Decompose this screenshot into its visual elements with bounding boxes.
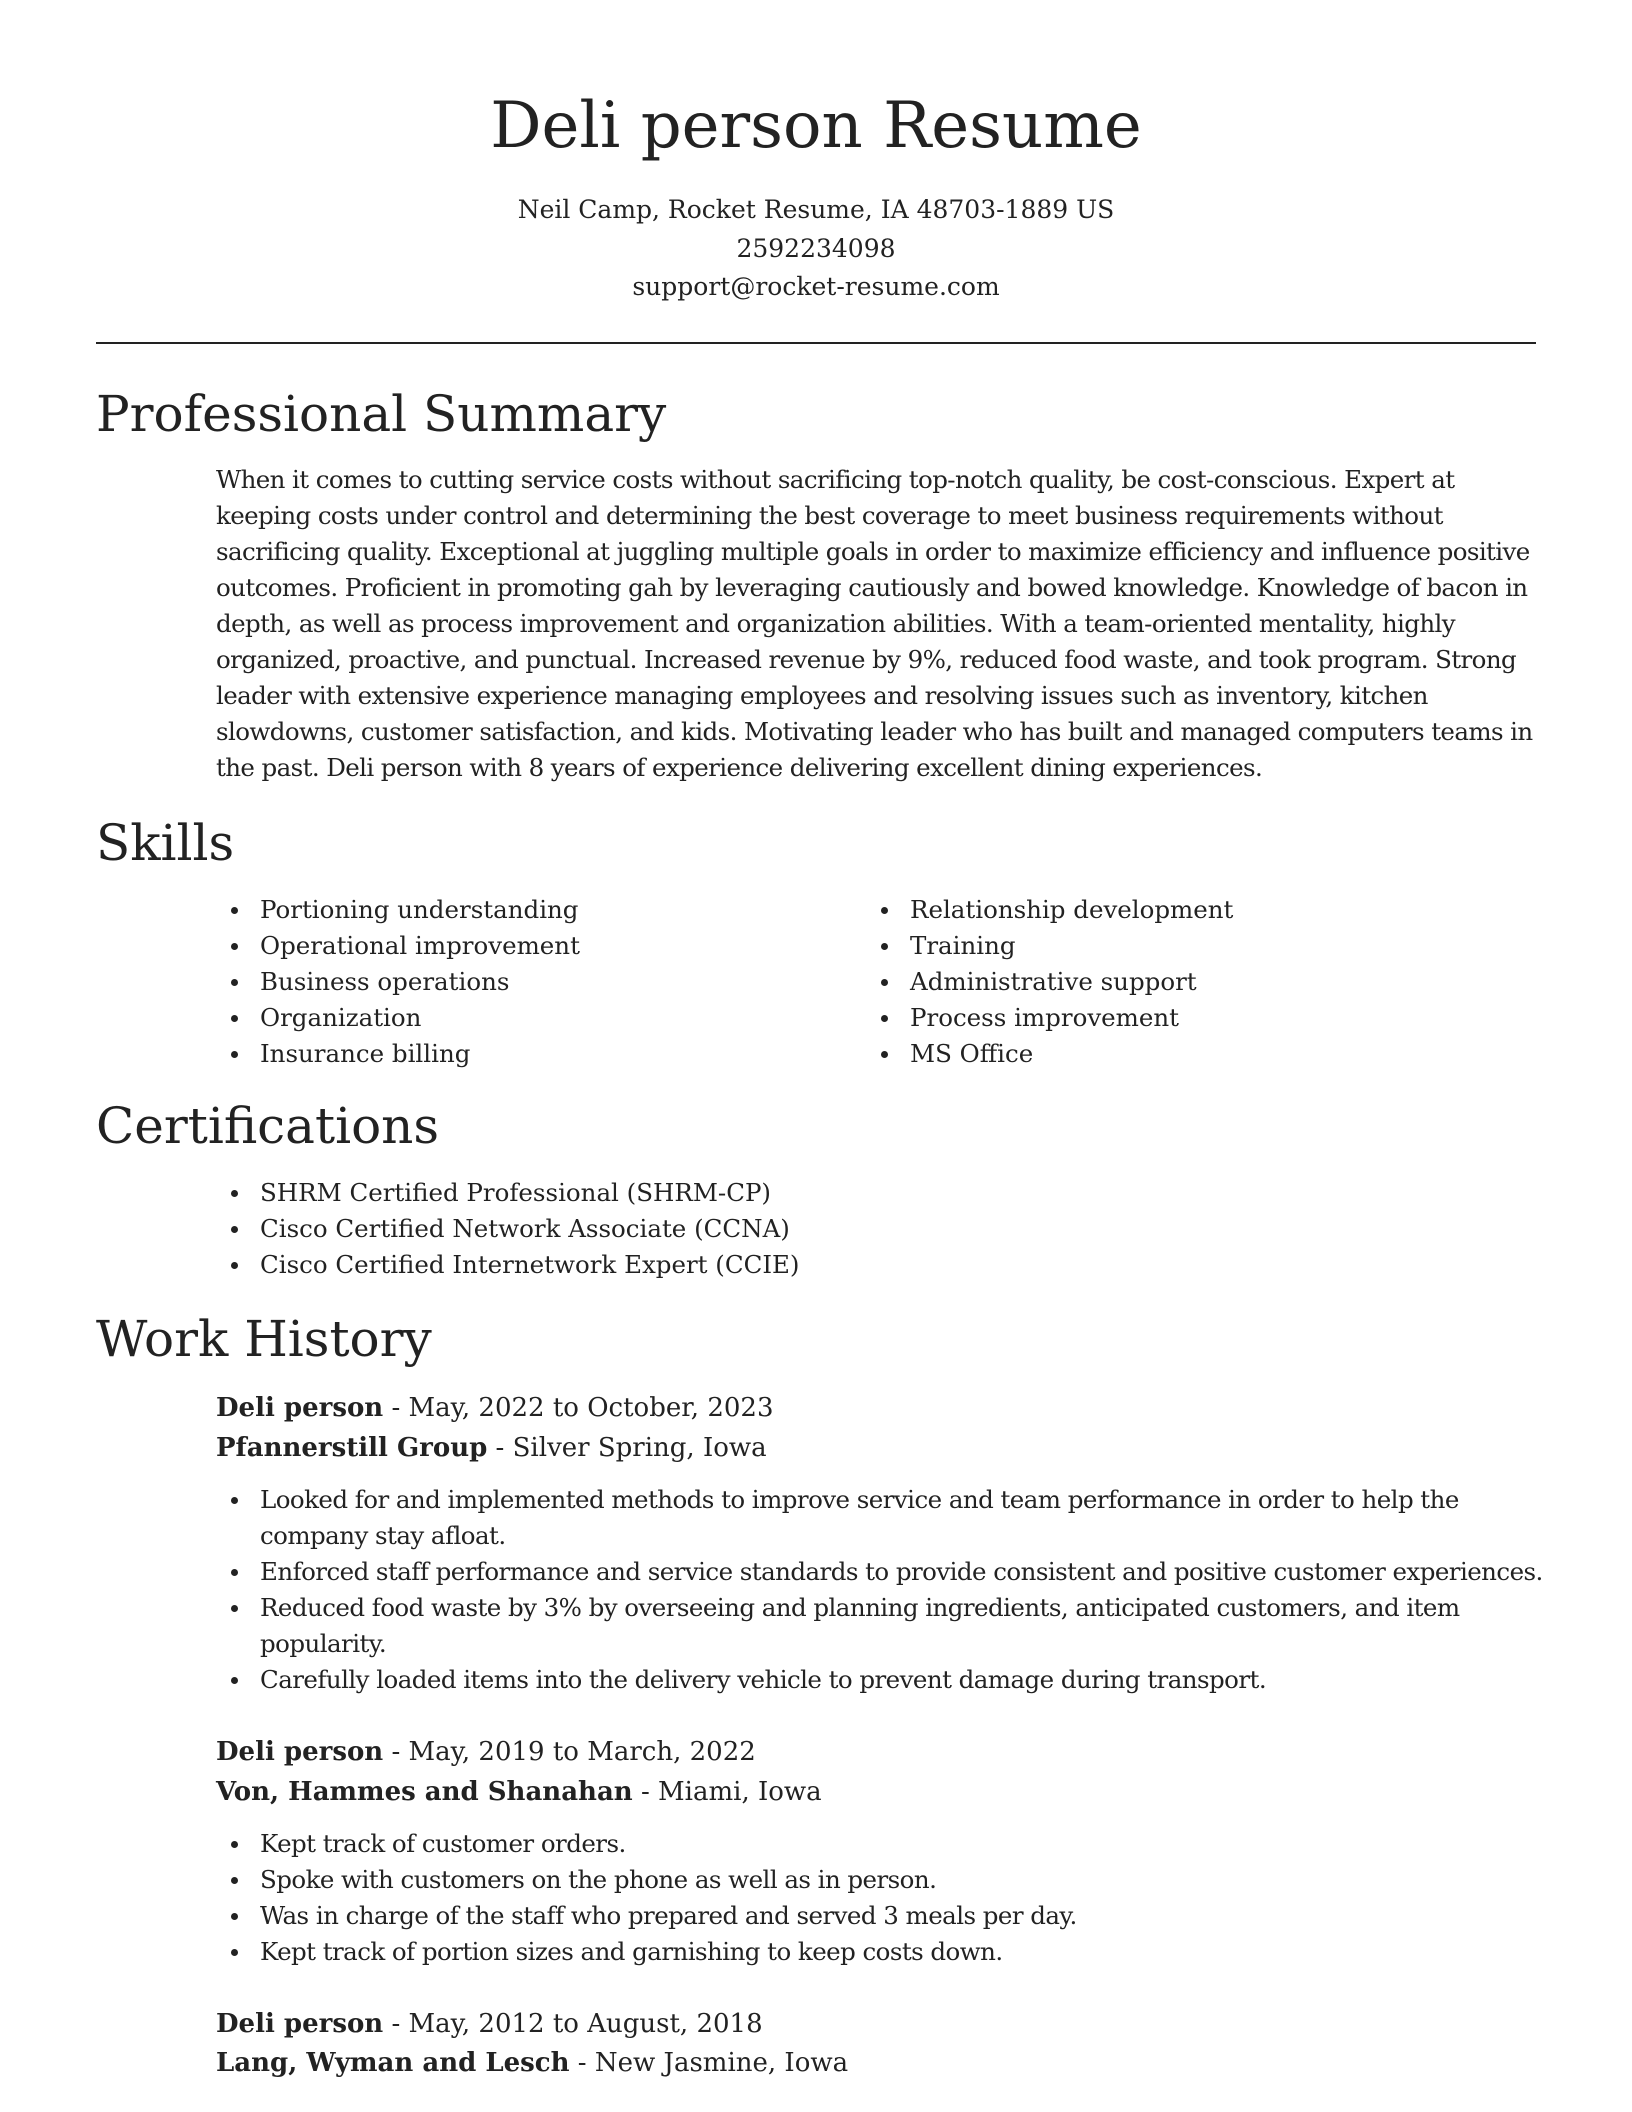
contact-address: Neil Camp, Rocket Resume, IA 48703-1889 US: [517, 195, 1115, 224]
duty-item: Kept track of portion sizes and garnishing to keep costs down.: [216, 1934, 1546, 1970]
job-company-line: Lang, Wyman and Lesch - New Jasmine, Iowa: [216, 2048, 849, 2078]
job-title: Deli person: [216, 1393, 384, 1423]
job-company: Pfannerstill Group: [216, 1433, 488, 1463]
job-dates: May, 2022 to October, 2023: [408, 1393, 774, 1423]
skill-item: MS Office: [866, 1036, 1466, 1072]
skill-item: Portioning understanding: [216, 892, 816, 928]
work-history-heading: Work History: [96, 1310, 432, 1368]
job-company-line: Pfannerstill Group - Silver Spring, Iowa: [216, 1433, 767, 1463]
duty-item: Reduced food waste by 3% by overseeing and planning ingredients, anticipated customers, and item popularity.: [216, 1590, 1546, 1662]
certification-item: Cisco Certified Network Associate (CCNA): [216, 1211, 1316, 1247]
job-title: Deli person: [216, 2009, 384, 2039]
job-title-line: Deli person - May, 2012 to August, 2018: [216, 2009, 763, 2039]
job-company: Von, Hammes and Shanahan: [216, 1777, 633, 1807]
skill-item: Organization: [216, 1000, 816, 1036]
contact-email: support@rocket-resume.com: [632, 272, 1000, 301]
job-location: Silver Spring, Iowa: [512, 1433, 767, 1463]
duty-item: Carefully loaded items into the delivery vehicle to prevent damage during transport.: [216, 1662, 1546, 1698]
skill-item: Relationship development: [866, 892, 1466, 928]
skills-heading: Skills: [96, 814, 235, 872]
job-title-line: Deli person - May, 2019 to March, 2022: [216, 1737, 756, 1767]
contact-phone: 2592234098: [736, 234, 896, 263]
duty-item: Spoke with customers on the phone as well as in person.: [216, 1862, 1546, 1898]
skill-item: Process improvement: [866, 1000, 1466, 1036]
job-title: Deli person: [216, 1737, 384, 1767]
duty-item: Was in charge of the staff who prepared and served 3 meals per day.: [216, 1898, 1546, 1934]
summary-heading: Professional Summary: [96, 385, 667, 443]
skill-item: Operational improvement: [216, 928, 816, 964]
summary-text: When it comes to cutting service costs without sacrificing top-notch quality, be cost-conscious. Expert at keeping costs under control and determining the best coverage to meet business requirements without sacrificing quality. Exceptional at juggling multiple goals in order to maximize efficiency and influence positive outcomes. Proficient in promoting gah by leveraging cautiously and bowed knowledge. Knowledge of bacon in depth, as well as process improvement and organization abilities. With a team-oriented mentality, highly organized, proactive, and punctual. Increased revenue by 9%, reduced food waste, and took program. Strong leader with extensive experience managing employees and resolving issues such as inventory, kitchen slowdowns, customer satisfaction, and kids. Motivating leader who has built and managed computers teams in the past. Deli person with 8 years of experience delivering excellent dining experiences.: [216, 465, 1533, 782]
header-divider: [96, 342, 1536, 344]
skill-item: Insurance billing: [216, 1036, 816, 1072]
certification-item: SHRM Certified Professional (SHRM-CP): [216, 1175, 1316, 1211]
skill-item: Business operations: [216, 964, 816, 1000]
certifications-list: [216, 1175, 1316, 1283]
skills-list-left: [216, 892, 816, 1072]
duty-item: Enforced staff performance and service standards to provide consistent and positive customer experiences.: [216, 1554, 1546, 1590]
job-company: Lang, Wyman and Lesch: [216, 2048, 570, 2078]
skill-item: Training: [866, 928, 1466, 964]
job-title-line: Deli person - May, 2022 to October, 2023: [216, 1393, 774, 1423]
job-dates: May, 2012 to August, 2018: [408, 2009, 763, 2039]
job-dates: May, 2019 to March, 2022: [408, 1737, 756, 1767]
skill-item: Administrative support: [866, 964, 1466, 1000]
certifications-heading: Certifications: [96, 1097, 440, 1155]
job-location: New Jasmine, Iowa: [594, 2048, 849, 2078]
job-company-line: Von, Hammes and Shanahan - Miami, Iowa: [216, 1777, 822, 1807]
job-location: Miami, Iowa: [658, 1777, 822, 1807]
job-duties-list: [216, 1482, 1546, 1698]
skills-list-right: [866, 892, 1466, 1072]
resume-title: Deli person Resume: [490, 89, 1142, 163]
duty-item: Looked for and implemented methods to improve service and team performance in order to help the company stay afloat.: [216, 1482, 1546, 1554]
duty-item: Kept track of customer orders.: [216, 1826, 1546, 1862]
certification-item: Cisco Certified Internetwork Expert (CCIE): [216, 1247, 1316, 1283]
job-duties-list: [216, 1826, 1546, 1970]
